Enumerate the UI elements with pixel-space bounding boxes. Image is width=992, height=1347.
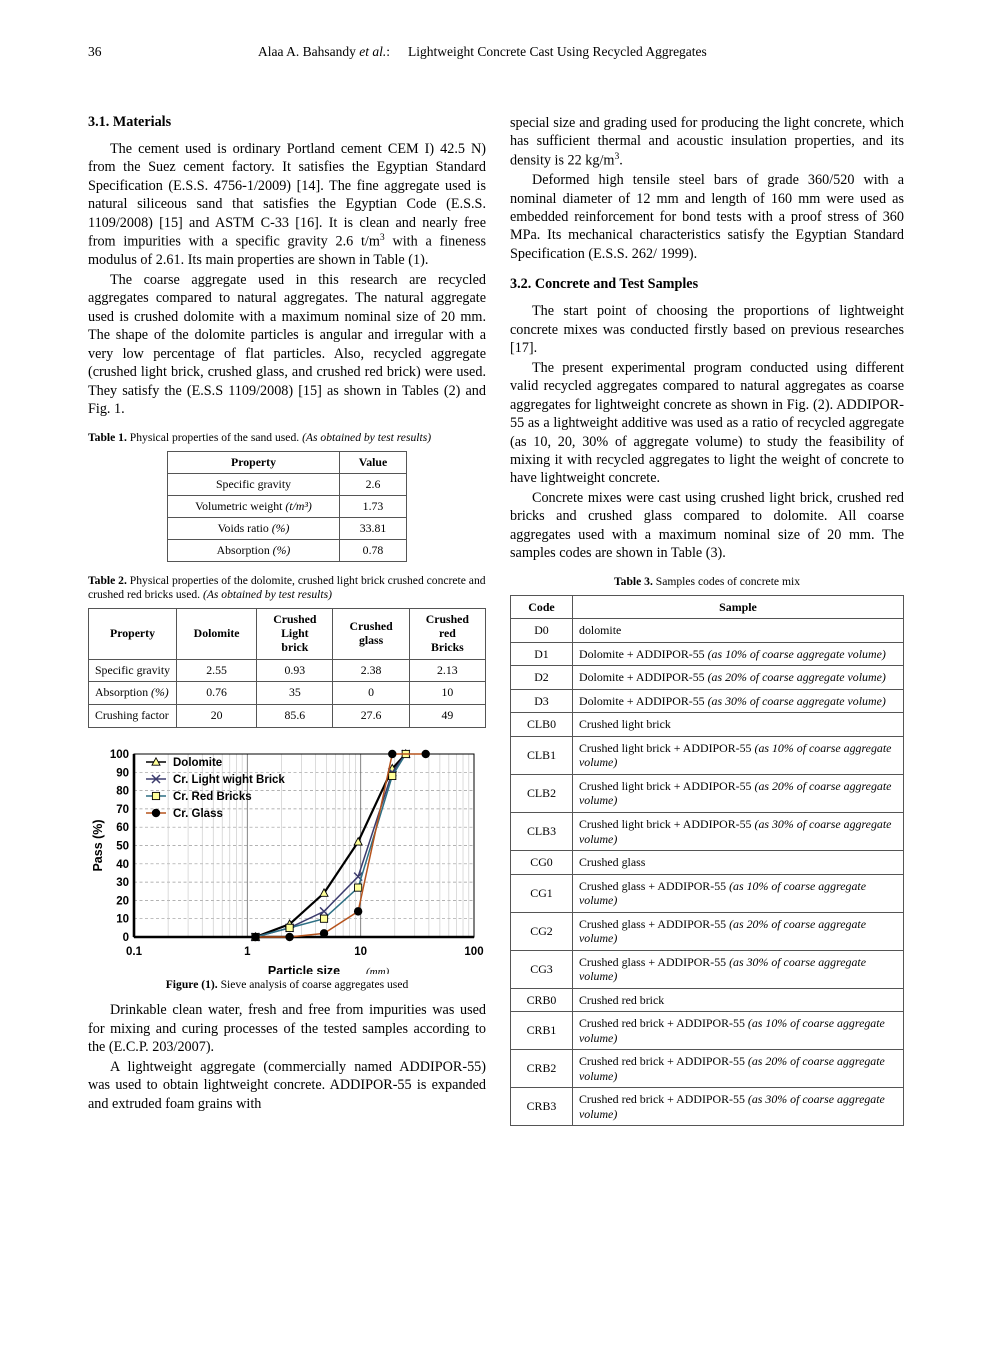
table-row [168, 495, 407, 517]
chart-legend-label: Cr. Light wight Brick [173, 774, 285, 787]
table3-cell-sample: Crushed glass + ADDIPOR-55 (as 20% of coarse aggregate volume) [573, 912, 904, 950]
running-head [88, 44, 904, 74]
table3-cell-code: CG1 [511, 874, 573, 912]
figure1-caption-text: Sieve analysis of coarse aggregates used [220, 978, 409, 992]
table2-cell-value: 10 [409, 682, 485, 705]
table-row [511, 736, 904, 774]
table-row [511, 619, 904, 643]
sample-note-italic: (as 10% of coarse aggregate volume) [579, 740, 892, 770]
chart-y-axis-title: Pass (%) [91, 819, 105, 872]
chart-data-point [286, 924, 293, 931]
table3-cell-code: CLB1 [511, 736, 573, 774]
table2-cell-value: 49 [409, 705, 485, 728]
paragraph-water: Drinkable clean water, fresh and free from impurities was used for mixing and curing processes of the tested samples according to the (E.C.P. 203/2007). [88, 1002, 486, 1056]
sample-note-italic: (as 30% of coarse aggregate volume) [579, 954, 867, 984]
table-row [168, 517, 407, 539]
table-row [89, 659, 486, 682]
table-row [511, 813, 904, 851]
sample-note-italic: (as 10% of coarse aggregate volume) [579, 878, 867, 908]
sieve-analysis-chart [88, 742, 486, 974]
chart-y-tick-label: 80 [116, 785, 129, 798]
paragraph-experimental-program [510, 359, 904, 488]
sample-note-italic: (as 20% of coarse aggregate volume) [579, 778, 892, 808]
table1-body [168, 473, 407, 561]
table3-cell-sample: Crushed glass + ADDIPOR-55 (as 30% of coarse aggregate volume) [573, 950, 904, 988]
sample-note-italic: (as 30% of coarse aggregate volume) [707, 693, 886, 708]
table3-cell-code: D2 [511, 666, 573, 690]
table1-cell-value: 2.6 [340, 473, 407, 495]
table3-cell-sample: Crushed red brick + ADDIPOR-55 (as 20% of coarse aggregate volume) [573, 1050, 904, 1088]
chart-y-tick-label: 70 [116, 804, 129, 817]
paragraph-materials-2: The coarse aggregate used in this research are recycled aggregates compared to natural aggregates. The natural aggregate used is crushed dolomite with a maximum nominal size of 20 mm. The shape of the dolomite particles is angular and irregular with a very low percentage of flat particles. Also, recycled aggregate (crushed light brick, crushed glass, and crushed red brick) were used. They satisfy the (E.S.S 1109/2008) [15] as shown in Tables (2) and Fig. 1. [88, 271, 486, 418]
table3-cell-sample: Crushed light brick + ADDIPOR-55 (as 30% of coarse aggregate volume) [573, 813, 904, 851]
chart-x-tick-label: 10 [354, 946, 368, 959]
table-row [511, 642, 904, 666]
table2-cell-property: Absorption (%) [89, 682, 177, 705]
table1-cell-property: Absorption (%) [168, 539, 340, 561]
sample-note-italic: (as 20% of coarse aggregate volume) [579, 1054, 885, 1083]
page-number: 36 [88, 44, 102, 59]
unit-italic: (%) [151, 685, 169, 700]
table-2-aggregate-properties [88, 608, 486, 728]
section-heading-3-2: 3.2. Concrete and Test Samples [510, 276, 699, 293]
chart-data-point [422, 750, 430, 758]
table2-cell-value: 2.13 [409, 659, 485, 682]
table1-cell-property: Specific gravity [168, 473, 340, 495]
table3-cell-code: D0 [511, 619, 573, 643]
chart-data-point [388, 750, 396, 758]
sample-note-italic: (as 30% of coarse aggregate volume) [579, 817, 892, 846]
et-al: et al. [359, 44, 387, 59]
runhead-colon: : [386, 44, 390, 59]
unit-italic: (t/m³) [285, 498, 312, 513]
table2-body [89, 659, 486, 728]
table3-cell-code: CLB0 [511, 713, 573, 737]
chart-x-axis-title: Particle size [267, 964, 341, 975]
table-row [511, 950, 904, 988]
paragraph-steel-bars: Deformed high tensile steel bars of grade 360/520 with a nominal diameter of 12 mm and length of 160 mm were used as embedded reinforcement for bond tests with a proof stress of 360 MPa. Its mechanical characteristics satisfy the Egyptian Standard Specification (E.S.S. 262/ 1999). [510, 172, 904, 262]
chart-y-tick-label: 40 [116, 859, 129, 872]
paragraph-right-1 [510, 114, 904, 170]
table-row [511, 774, 904, 812]
chart-y-tick-label: 100 [109, 749, 129, 762]
table-row [511, 912, 904, 950]
table2-cell-value: 2.38 [333, 659, 409, 682]
table2-caption [88, 574, 486, 602]
table-3-sample-codes [510, 595, 904, 1126]
chart-y-tick-label: 20 [116, 895, 129, 908]
table1-caption-note: (As obtained by test results) [302, 430, 432, 444]
table2-header-cell: Crushed glass [333, 608, 409, 659]
chart-x-tick-label: 100 [464, 946, 484, 959]
figure1-caption-label: Figure (1). [165, 978, 218, 992]
running-head-authors [258, 44, 390, 60]
table3-cell-code: CRB3 [511, 1088, 573, 1126]
table3-cell-sample: Crushed glass [573, 851, 904, 875]
para-text: The cement used is ordinary Portland cement CEM I) 42.5 N) from the Suez cement factory. It satisfies the Egyptian Standard Specification (E.S.S. 4756-1/2009) [14]. The fine aggregate used is natural siliceous sand that satisfies the Egyptian Code (E.S.S. 1109/2008) [15] and ASTM C-33 [16]. It is clean and nearly free from impurities with a specific gravity 2.6 t/m [88, 141, 486, 250]
author-name: Alaa A. Bahsandy [258, 44, 356, 59]
table-row [511, 1088, 904, 1126]
table3-cell-sample: Crushed glass + ADDIPOR-55 (as 10% of coarse aggregate volume) [573, 874, 904, 912]
chart-legend-marker [152, 793, 159, 800]
table-row [511, 988, 904, 1012]
chart-data-point [354, 908, 362, 916]
table1-cell-value: 33.81 [340, 517, 407, 539]
table2-cell-value: 85.6 [257, 705, 333, 728]
table-row [511, 689, 904, 713]
paragraph-start-point: The start point of choosing the proportions of lightweight concrete mixes was conducted firstly based on previous researches [17]. [510, 303, 904, 357]
figure-1-wrapper [88, 742, 486, 991]
table3-cell-sample: Crushed light brick + ADDIPOR-55 (as 20% of coarse aggregate volume) [573, 774, 904, 812]
table1-header-row [168, 451, 407, 473]
table-row [511, 1050, 904, 1088]
chart-data-point [389, 773, 396, 780]
table3-cell-sample: Dolomite + ADDIPOR-55 (as 30% of coarse aggregate volume) [573, 689, 904, 713]
table3-header-sample: Sample [573, 595, 904, 619]
table1-cell-property: Voids ratio (%) [168, 517, 340, 539]
table3-cell-code: CG2 [511, 912, 573, 950]
table3-body [511, 619, 904, 1126]
table1-caption-label: Table 1. [88, 430, 127, 444]
paragraph-addipor: A lightweight aggregate (commercially named ADDIPOR-55) was used to obtain lightweight concrete. ADDIPOR-55 is expanded and extruded foam grains with [88, 1058, 486, 1112]
sample-note-italic: (as 10% of coarse aggregate volume) [707, 646, 886, 661]
table2-caption-text: Physical properties of the dolomite, crushed light brick crushed concrete and crushed red bricks used. [88, 573, 486, 601]
table2-header-cell: Property [89, 608, 177, 659]
table3-cell-code: CLB3 [511, 813, 573, 851]
table3-caption-text: Samples codes of concrete mix [655, 574, 800, 588]
table2-cell-value: 0.76 [177, 682, 257, 705]
unit-italic: (%) [271, 520, 290, 535]
chart-legend-label: Dolomite [173, 757, 223, 770]
table-1-sand-properties [167, 451, 407, 562]
table3-header-code: Code [511, 595, 573, 619]
table3-cell-code: CRB0 [511, 988, 573, 1012]
chart-y-tick-label: 30 [116, 877, 129, 890]
table2-caption-label: Table 2. [88, 573, 127, 587]
para-text-italic: (as 10, 20, 30% of aggregate volume) [510, 433, 743, 450]
table2-caption-note: (As obtained by test results) [202, 587, 332, 601]
two-column-body [88, 114, 904, 1126]
sample-note-italic: (as 20% of coarse aggregate volume) [579, 916, 867, 946]
table2-header-row [89, 608, 486, 659]
table-row [511, 874, 904, 912]
chart-legend-label: Cr. Glass [173, 808, 223, 821]
table-row [511, 666, 904, 690]
chart-data-point [286, 933, 294, 941]
figure1-caption [88, 978, 486, 991]
table-row [168, 473, 407, 495]
para-text-a: The present experimental program conducted using different valid recycled aggregates compared to natural aggregates as coarse aggregates for lightweight concrete as shown in Fig. (2). ADDIPOR-55 as a lightweight additive was used as a ratio of recycled aggregate [510, 359, 904, 432]
table3-cell-code: CG3 [511, 950, 573, 988]
table2-cell-value: 2.55 [177, 659, 257, 682]
table1-header-value: Value [340, 451, 407, 473]
chart-svg [88, 742, 486, 974]
table3-cell-sample: Crushed red brick + ADDIPOR-55 (as 30% of coarse aggregate volume) [573, 1088, 904, 1126]
para-text-b: to study the feasibility of mixing it with recycled aggregates to light the weight of concrete to have lightweight concrete. [510, 433, 904, 487]
table2-header-cell: Dolomite [177, 608, 257, 659]
table3-caption [510, 575, 904, 589]
table-row [89, 705, 486, 728]
table3-cell-sample: Dolomite + ADDIPOR-55 (as 20% of coarse aggregate volume) [573, 666, 904, 690]
chart-data-point [320, 915, 327, 922]
paragraph-concrete-mixes: Concrete mixes were cast using crushed light brick, crushed red bricks and crushed glass compared to dolomite. All coarse aggregates used with a maximum nominal size of 20 mm. The samples codes are shown in Table (3). [510, 489, 904, 562]
table2-cell-value: 27.6 [333, 705, 409, 728]
table2-cell-value: 20 [177, 705, 257, 728]
chart-data-point [320, 930, 328, 938]
table-row [511, 713, 904, 737]
table3-cell-code: D1 [511, 642, 573, 666]
table1-caption [88, 431, 486, 445]
table3-cell-code: CRB1 [511, 1012, 573, 1050]
table1-cell-property: Volumetric weight (t/m³) [168, 495, 340, 517]
table2-cell-property: Specific gravity [89, 659, 177, 682]
table-row [511, 851, 904, 875]
sample-note-italic: (as 30% of coarse aggregate volume) [579, 1092, 885, 1121]
table2-cell-value: 0.93 [257, 659, 333, 682]
table2-cell-property: Crushing factor [89, 705, 177, 728]
table3-cell-sample: Dolomite + ADDIPOR-55 (as 10% of coarse aggregate volume) [573, 642, 904, 666]
chart-y-tick-label: 50 [116, 840, 129, 853]
sample-note-italic: (as 20% of coarse aggregate volume) [707, 670, 886, 685]
chart-data-point [355, 884, 362, 891]
para-text-cont: with a fineness modulus of 2.61. Its main properties are shown in Table (1). [88, 234, 486, 269]
table2-header-cell: Crushed Light brick [257, 608, 333, 659]
para-text-cont: . [619, 152, 623, 169]
chart-y-tick-label: 90 [116, 767, 129, 780]
table1-header-property: Property [168, 451, 340, 473]
chart-legend [146, 757, 285, 820]
table3-cell-sample: Crushed red brick + ADDIPOR-55 (as 10% of coarse aggregate volume) [573, 1012, 904, 1050]
table1-caption-text: Physical properties of the sand used. [129, 430, 300, 444]
para-text: special size and grading used for producing the light concrete, which has sufficient thermal and acoustic insulation properties, and its density is 22 kg/m [510, 115, 904, 169]
table-row [89, 682, 486, 705]
running-head-title: Lightweight Concrete Cast Using Recycled Aggregates [408, 44, 707, 59]
left-column [88, 114, 486, 1126]
chart-x-tick-label: 0.1 [126, 946, 142, 959]
chart-x-tick-label: 1 [244, 946, 251, 959]
table2-cell-value: 0 [333, 682, 409, 705]
chart-y-tick-label: 60 [116, 822, 129, 835]
table3-cell-sample: Crushed light brick [573, 713, 904, 737]
table1-cell-value: 0.78 [340, 539, 407, 561]
table3-cell-code: CLB2 [511, 774, 573, 812]
table-row [511, 1012, 904, 1050]
table3-cell-sample: Crushed red brick [573, 988, 904, 1012]
table3-caption-label: Table 3. [613, 574, 653, 588]
superscript-cubic: 3 [379, 232, 385, 244]
table-row [168, 539, 407, 561]
table3-cell-code: D3 [511, 689, 573, 713]
chart-y-tick-label: 0 [122, 932, 129, 945]
section-heading-3-1: 3.1. Materials [88, 114, 172, 130]
chart-y-tick-label: 10 [116, 913, 129, 926]
right-column [510, 114, 904, 1126]
table3-cell-code: CRB2 [511, 1050, 573, 1088]
paragraph-materials-1 [88, 140, 486, 270]
chart-data-point [252, 933, 260, 941]
table1-cell-value: 1.73 [340, 495, 407, 517]
sample-note-italic: (as 10% of coarse aggregate volume) [579, 1016, 885, 1045]
chart-legend-marker [152, 809, 160, 817]
chart-legend-label: Cr. Red Bricks [173, 791, 252, 804]
table3-cell-sample: Crushed light brick + ADDIPOR-55 (as 10% of coarse aggregate volume) [573, 736, 904, 774]
table3-cell-sample: dolomite [573, 619, 904, 643]
unit-italic: (%) [272, 542, 291, 557]
chart-x-axis-unit: (mm) [366, 966, 390, 975]
table2-header-cell: Crushed red Bricks [409, 608, 485, 659]
table3-cell-code: CG0 [511, 851, 573, 875]
superscript-cubic-2: 3 [614, 150, 620, 162]
table3-header-row [511, 595, 904, 619]
table2-cell-value: 35 [257, 682, 333, 705]
